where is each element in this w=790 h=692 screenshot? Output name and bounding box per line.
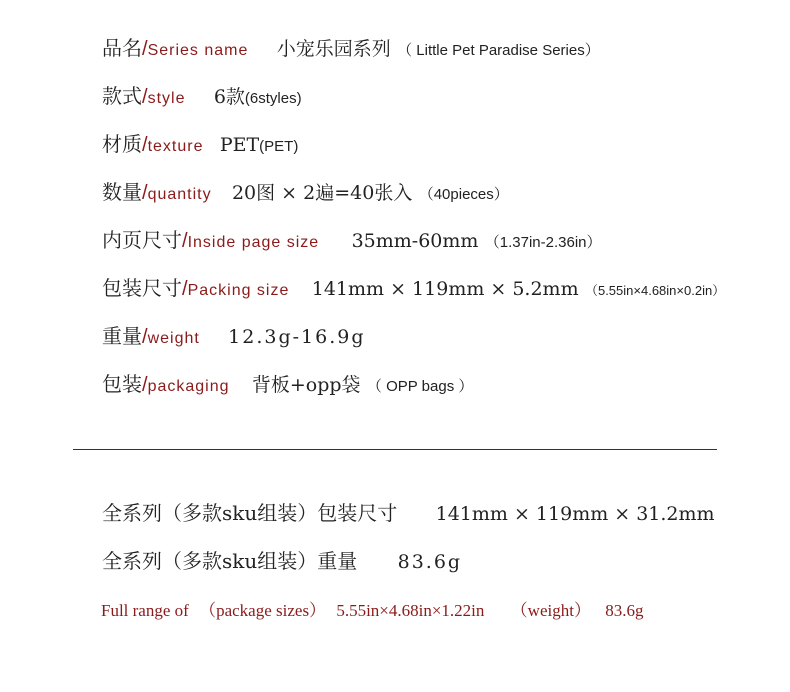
spec-row-packing-size: 包装尺寸/Packing size 141mm × 119mm × 5.2mm （5.55in×4.68in×0.2in） (102, 276, 726, 300)
label-en: quantity (147, 186, 212, 203)
spec-value: 12.3g-16.9g (228, 326, 366, 348)
label-cn: 重量 (102, 324, 142, 348)
label-cn: 包装尺寸 (102, 276, 182, 300)
note-size-label: （package sizes） (199, 601, 327, 620)
label-cn: 材质 (102, 132, 142, 156)
label-en: Series name (147, 42, 249, 59)
spec-value: 6款 (213, 86, 245, 108)
note-weight-label: （weight） (510, 601, 591, 620)
label-cn: 内页尺寸 (102, 228, 182, 252)
full-series-size-label: 全系列（多款sku组装）包装尺寸 (102, 501, 398, 525)
spec-value: PET (219, 134, 260, 156)
label-cn: 数量 (102, 180, 142, 204)
full-series-weight-row (102, 545, 462, 574)
spec-note: （ Little Pet Paradise Series） (397, 42, 600, 59)
note-weight-value: 83.6g (605, 601, 644, 620)
label-en: texture (147, 138, 204, 155)
spec-value: 35mm-60mm (351, 230, 479, 252)
label-cn: 品名 (102, 36, 142, 60)
label-en: Inside page size (187, 234, 320, 251)
label-cn: 包装 (102, 372, 142, 396)
label-en: Packing size (187, 282, 290, 299)
spec-value: 背板+opp袋 (251, 374, 361, 396)
spec-value: 141mm × 119mm × 5.2mm (311, 278, 579, 300)
spec-row-weight: 重量/weight 12.3g-16.9g (102, 324, 366, 348)
spec-row-inside-page-size: 内页尺寸/Inside page size 35mm-60mm （1.37in-2.36in） (102, 228, 602, 252)
spec-row-style: 款式/style 6款(6styles) (102, 84, 302, 108)
spec-note: （ OPP bags ） (366, 378, 474, 395)
note-size-value: 5.55in×4.68in×1.22in (336, 601, 485, 620)
full-series-weight-label: 全系列（多款sku组装）重量 (102, 549, 358, 573)
english-full-range-note (101, 596, 643, 621)
spec-note: (PET) (259, 138, 299, 155)
label-cn: 款式 (102, 84, 142, 108)
spec-note: (6styles) (244, 90, 302, 107)
label-en: weight (147, 330, 200, 347)
full-series-size-value: 141mm × 119mm × 31.2mm (435, 503, 715, 525)
spec-value: 小宠乐园系列 (276, 38, 391, 60)
spec-note: （5.55in×4.68in×0.2in） (584, 283, 726, 298)
spec-value: 20图 × 2遍=40张入 (231, 182, 413, 204)
spec-note: （1.37in-2.36in） (484, 234, 602, 251)
full-series-size-row (102, 497, 715, 526)
label-en: style (147, 90, 186, 107)
note-prefix: Full range of (101, 601, 189, 620)
spec-row-packaging: 包装/packaging 背板+opp袋 （ OPP bags ） (102, 372, 474, 396)
full-series-weight-value: 83.6g (397, 551, 463, 573)
spec-row-series-name: 品名/Series name 小宠乐园系列 （ Little Pet Paradise Series） (102, 36, 600, 60)
spec-row-texture: 材质/texture PET(PET) (102, 132, 299, 156)
section-divider (73, 449, 717, 450)
label-en: packaging (147, 378, 230, 395)
spec-note: （40pieces） (418, 186, 509, 203)
spec-row-quantity: 数量/quantity 20图 × 2遍=40张入 （40pieces） (102, 180, 509, 204)
